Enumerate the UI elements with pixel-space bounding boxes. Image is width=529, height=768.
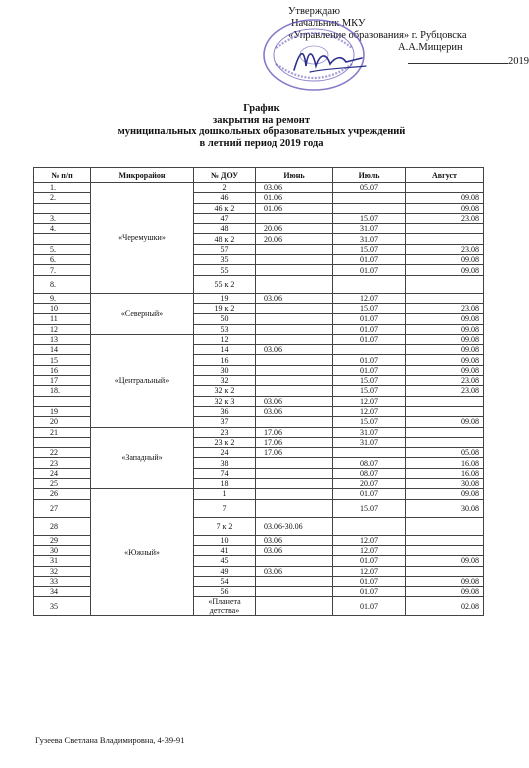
cell-july: 05.07: [333, 183, 406, 193]
cell-number: 10: [34, 303, 91, 313]
cell-august: 09.08: [406, 556, 484, 566]
cell-july: 31.07: [333, 437, 406, 447]
cell-dou: 74: [194, 468, 256, 478]
cell-july: 12.07: [333, 545, 406, 555]
cell-dou: 2: [194, 183, 256, 193]
cell-june: [256, 556, 333, 566]
cell-dou: 12: [194, 334, 256, 344]
cell-august: 09.08: [406, 489, 484, 499]
cell-dou: 47: [194, 213, 256, 223]
cell-july: 01.07: [333, 597, 406, 616]
cell-dou: 23 к 2: [194, 437, 256, 447]
cell-number: 34: [34, 587, 91, 597]
cell-dou: 19: [194, 293, 256, 303]
cell-august: 09.08: [406, 334, 484, 344]
cell-june: 17.06: [256, 437, 333, 447]
cell-number: 23: [34, 458, 91, 468]
cell-august: [406, 437, 484, 447]
approval-line-2: Начальник МКУ: [291, 18, 366, 29]
cell-number: 11: [34, 314, 91, 324]
cell-number: 4.: [34, 224, 91, 234]
cell-june: [256, 386, 333, 396]
signature-line: [408, 54, 508, 64]
cell-number: 18.: [34, 386, 91, 396]
cell-july: 01.07: [333, 265, 406, 275]
cell-district: «Южный»: [91, 489, 194, 616]
cell-august: 02.08: [406, 597, 484, 616]
cell-dou: 46: [194, 193, 256, 203]
cell-august: [406, 406, 484, 416]
cell-number: 6.: [34, 255, 91, 265]
cell-dou: 46 к 2: [194, 203, 256, 213]
cell-number: 27: [34, 499, 91, 517]
cell-august: 09.08: [406, 365, 484, 375]
cell-june: 03.06: [256, 566, 333, 576]
cell-dou: 32 к 2: [194, 386, 256, 396]
cell-august: 09.08: [406, 576, 484, 586]
cell-august: [406, 183, 484, 193]
cell-dou: 54: [194, 576, 256, 586]
approval-line-1: Утверждаю: [288, 6, 340, 17]
approval-line-5: [408, 54, 529, 68]
approval-year: 2019: [508, 56, 529, 67]
cell-june: [256, 417, 333, 427]
cell-july: [333, 345, 406, 355]
title-line-4: в летний период 2019 года: [199, 137, 324, 149]
cell-august: 16.08: [406, 458, 484, 468]
cell-august: 23.08: [406, 244, 484, 254]
cell-dou: 16: [194, 355, 256, 365]
cell-june: 17.06: [256, 427, 333, 437]
cell-number: 19: [34, 406, 91, 416]
cell-number: 26: [34, 489, 91, 499]
cell-july: 12.07: [333, 396, 406, 406]
cell-number: 25: [34, 479, 91, 489]
cell-june: [256, 365, 333, 375]
cell-july: 15.07: [333, 303, 406, 313]
cell-dou: 41: [194, 545, 256, 555]
table-row: [34, 293, 484, 303]
cell-dou: 7: [194, 499, 256, 517]
schedule-table: [33, 167, 484, 616]
cell-dou: 48 к 2: [194, 234, 256, 244]
cell-june: 03.06-30.06: [256, 517, 333, 535]
cell-july: 12.07: [333, 293, 406, 303]
cell-dou: 38: [194, 458, 256, 468]
cell-july: 01.07: [333, 489, 406, 499]
cell-august: [406, 517, 484, 535]
cell-july: 31.07: [333, 234, 406, 244]
header-june: Июнь: [256, 168, 333, 183]
header-dou: № ДОУ: [194, 168, 256, 183]
cell-july: 31.07: [333, 224, 406, 234]
cell-district: «Западный»: [91, 427, 194, 489]
cell-dou: 50: [194, 314, 256, 324]
cell-dou: 55: [194, 265, 256, 275]
cell-august: [406, 275, 484, 293]
cell-number: 7.: [34, 265, 91, 275]
cell-august: 30.08: [406, 479, 484, 489]
cell-june: [256, 479, 333, 489]
cell-july: 12.07: [333, 535, 406, 545]
cell-number: 5.: [34, 244, 91, 254]
cell-dou: 56: [194, 587, 256, 597]
cell-number: 33: [34, 576, 91, 586]
cell-june: [256, 213, 333, 223]
cell-number: 20: [34, 417, 91, 427]
cell-august: 23.08: [406, 213, 484, 223]
handwritten-signature: [290, 42, 370, 76]
cell-july: 01.07: [333, 324, 406, 334]
cell-july: [333, 275, 406, 293]
cell-june: [256, 275, 333, 293]
cell-july: 20.07: [333, 479, 406, 489]
cell-number: 17: [34, 376, 91, 386]
cell-june: 20.06: [256, 234, 333, 244]
cell-dou: 53: [194, 324, 256, 334]
cell-june: [256, 458, 333, 468]
cell-dou: 24: [194, 448, 256, 458]
cell-number: 29: [34, 535, 91, 545]
header-number: № п/п: [34, 168, 91, 183]
cell-july: 01.07: [333, 355, 406, 365]
cell-june: 03.06: [256, 396, 333, 406]
cell-august: [406, 224, 484, 234]
cell-dou: 23: [194, 427, 256, 437]
cell-dou: 55 к 2: [194, 275, 256, 293]
cell-june: 03.06: [256, 293, 333, 303]
cell-august: 23.08: [406, 303, 484, 313]
document-title: [0, 103, 523, 149]
cell-july: [333, 517, 406, 535]
title-line-1: График: [243, 103, 280, 114]
cell-august: 09.08: [406, 193, 484, 203]
cell-number: 9.: [34, 293, 91, 303]
cell-august: 23.08: [406, 376, 484, 386]
cell-dou: 36: [194, 406, 256, 416]
cell-number: [34, 396, 91, 406]
cell-august: 09.08: [406, 345, 484, 355]
cell-june: 01.06: [256, 193, 333, 203]
cell-august: [406, 427, 484, 437]
cell-august: 09.08: [406, 587, 484, 597]
header-district: Микрорайон: [91, 168, 194, 183]
cell-dou: 14: [194, 345, 256, 355]
cell-august: [406, 234, 484, 244]
cell-june: [256, 244, 333, 254]
cell-dou: 30: [194, 365, 256, 375]
cell-july: 01.07: [333, 334, 406, 344]
cell-dou: 10: [194, 535, 256, 545]
cell-dou: 48: [194, 224, 256, 234]
cell-number: 1.: [34, 183, 91, 193]
cell-dou: 7 к 2: [194, 517, 256, 535]
cell-july: 12.07: [333, 566, 406, 576]
cell-number: 16: [34, 365, 91, 375]
cell-august: 09.08: [406, 417, 484, 427]
cell-dou: 57: [194, 244, 256, 254]
cell-number: 14: [34, 345, 91, 355]
cell-august: 23.08: [406, 386, 484, 396]
cell-july: 15.07: [333, 499, 406, 517]
cell-number: 30: [34, 545, 91, 555]
cell-july: 01.07: [333, 365, 406, 375]
cell-dou: 32 к 3: [194, 396, 256, 406]
table-row: [34, 183, 484, 193]
cell-july: 15.07: [333, 386, 406, 396]
approval-line-4: А.А.Мищерин: [398, 42, 463, 53]
cell-number: 32: [34, 566, 91, 576]
cell-dou: 45: [194, 556, 256, 566]
cell-july: 15.07: [333, 213, 406, 223]
cell-july: 12.07: [333, 406, 406, 416]
cell-june: 20.06: [256, 224, 333, 234]
cell-june: 03.06: [256, 345, 333, 355]
cell-number: 8.: [34, 275, 91, 293]
cell-district: «Черемушки»: [91, 183, 194, 294]
cell-dou: 49: [194, 566, 256, 576]
cell-dou: 37: [194, 417, 256, 427]
cell-july: 15.07: [333, 417, 406, 427]
cell-august: 09.08: [406, 255, 484, 265]
cell-june: 03.06: [256, 545, 333, 555]
cell-july: 15.07: [333, 376, 406, 386]
cell-august: 09.08: [406, 203, 484, 213]
cell-june: 17.06: [256, 448, 333, 458]
cell-august: [406, 396, 484, 406]
cell-august: 09.08: [406, 265, 484, 275]
cell-june: [256, 376, 333, 386]
cell-july: 01.07: [333, 576, 406, 586]
cell-august: [406, 566, 484, 576]
cell-june: [256, 597, 333, 616]
cell-july: 31.07: [333, 427, 406, 437]
table-row: [34, 489, 484, 499]
approval-line-3: «Управление образования» г. Рубцовска: [288, 30, 467, 41]
cell-june: [256, 265, 333, 275]
cell-july: [333, 448, 406, 458]
cell-july: 01.07: [333, 314, 406, 324]
cell-august: 30.08: [406, 499, 484, 517]
cell-june: 03.06: [256, 183, 333, 193]
header-july: Июль: [333, 168, 406, 183]
cell-number: 21: [34, 427, 91, 437]
cell-july: 08.07: [333, 458, 406, 468]
table-row: [34, 334, 484, 344]
cell-july: 01.07: [333, 587, 406, 597]
cell-june: [256, 334, 333, 344]
cell-number: 3.: [34, 213, 91, 223]
cell-august: 05.08: [406, 448, 484, 458]
cell-june: 03.06: [256, 406, 333, 416]
title-line-2: закрытия на ремонт: [213, 114, 310, 126]
cell-dou: 1: [194, 489, 256, 499]
table-header-row: [34, 168, 484, 183]
cell-august: 09.08: [406, 314, 484, 324]
cell-august: 16.08: [406, 468, 484, 478]
cell-number: [34, 234, 91, 244]
footer-contact: Гузеева Светлана Владимировна, 4-39-91: [35, 735, 185, 745]
cell-july: [333, 193, 406, 203]
cell-number: 15: [34, 355, 91, 365]
cell-district: «Северный»: [91, 293, 194, 334]
cell-june: 03.06: [256, 535, 333, 545]
cell-dou: 19 к 2: [194, 303, 256, 313]
cell-june: [256, 576, 333, 586]
cell-number: 28: [34, 517, 91, 535]
cell-june: 01.06: [256, 203, 333, 213]
cell-dou: 35: [194, 255, 256, 265]
cell-number: 12: [34, 324, 91, 334]
cell-june: [256, 489, 333, 499]
cell-number: 2.: [34, 193, 91, 203]
cell-july: 15.07: [333, 244, 406, 254]
cell-number: 13: [34, 334, 91, 344]
title-line-3: муниципальных дошкольных образовательных учреждений: [117, 126, 406, 137]
cell-june: [256, 324, 333, 334]
cell-june: [256, 499, 333, 517]
cell-june: [256, 255, 333, 265]
cell-june: [256, 468, 333, 478]
cell-july: 01.07: [333, 255, 406, 265]
cell-august: [406, 545, 484, 555]
cell-number: 35: [34, 597, 91, 616]
table-row: [34, 427, 484, 437]
cell-june: [256, 314, 333, 324]
cell-june: [256, 587, 333, 597]
cell-number: 22: [34, 448, 91, 458]
cell-august: [406, 535, 484, 545]
cell-july: 01.07: [333, 556, 406, 566]
cell-dou: 32: [194, 376, 256, 386]
cell-number: [34, 437, 91, 447]
header-august: Август: [406, 168, 484, 183]
cell-number: [34, 203, 91, 213]
cell-dou: 18: [194, 479, 256, 489]
cell-july: 08.07: [333, 468, 406, 478]
cell-august: 09.08: [406, 324, 484, 334]
cell-august: 09.08: [406, 355, 484, 365]
cell-june: [256, 355, 333, 365]
cell-june: [256, 303, 333, 313]
cell-number: 24: [34, 468, 91, 478]
cell-number: 31: [34, 556, 91, 566]
cell-july: [333, 203, 406, 213]
cell-dou: «Планета детства»: [194, 597, 256, 616]
cell-district: «Центральный»: [91, 334, 194, 427]
cell-august: [406, 293, 484, 303]
